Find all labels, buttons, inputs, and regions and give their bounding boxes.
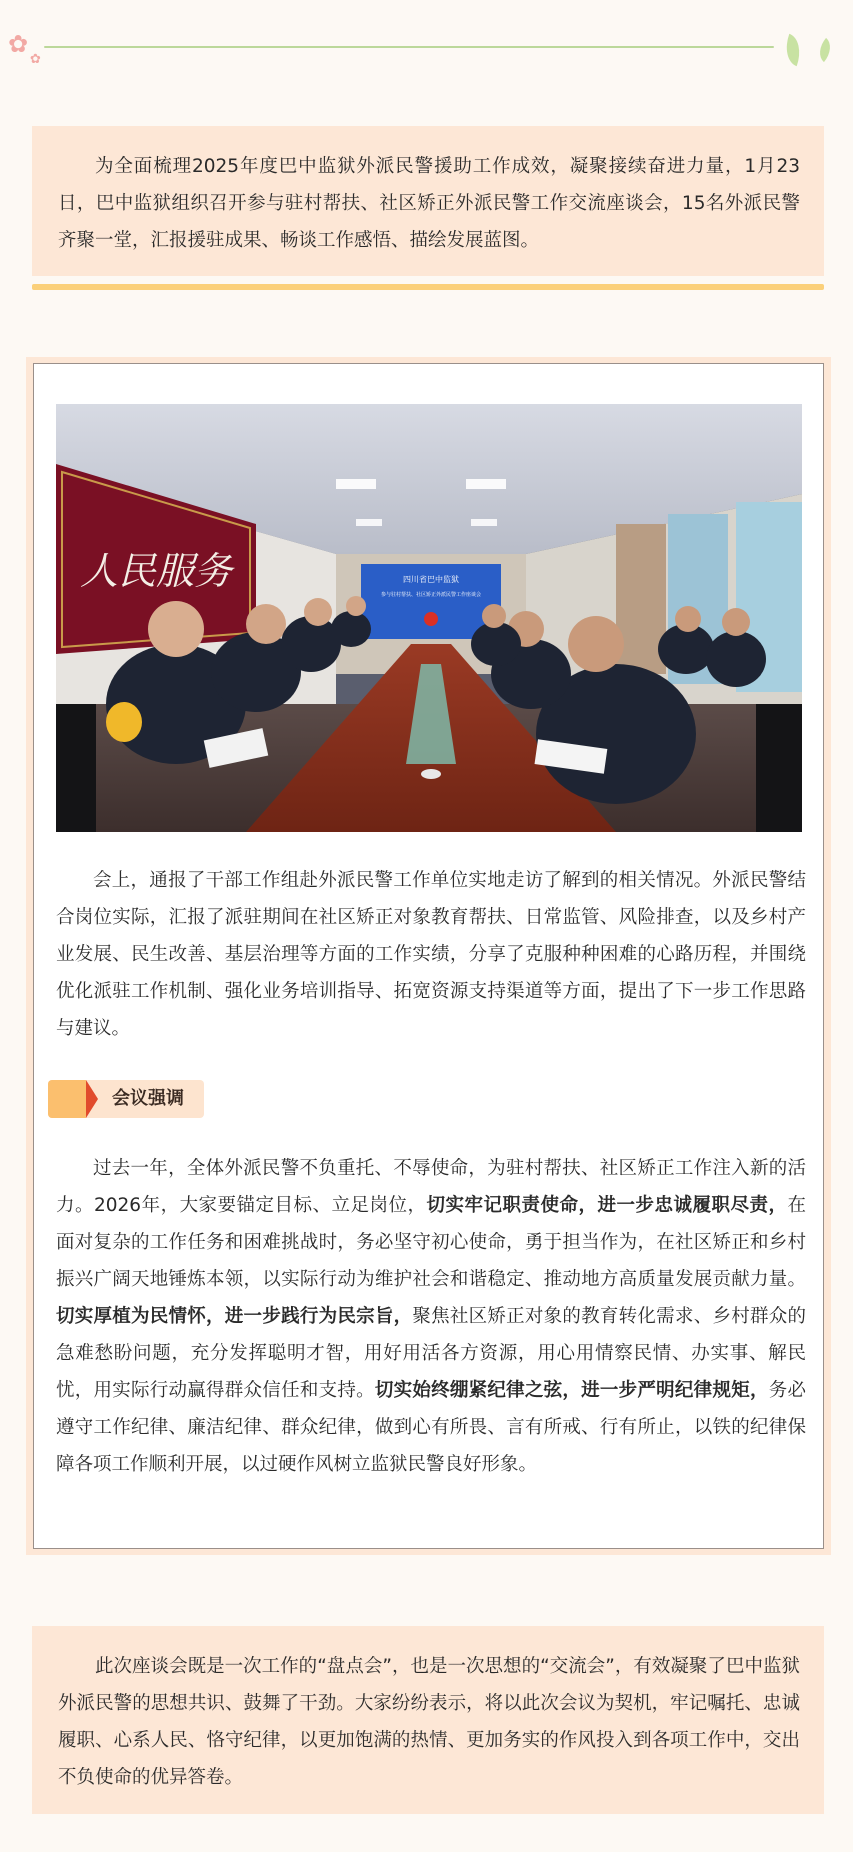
intro-box [32,126,824,276]
intro-accent-bar [32,284,824,290]
emphasis-bold: 切实牢记职责使命，进一步忠诚履职尽责， [426,1195,788,1216]
meeting-summary [56,862,806,1047]
meeting-photo [56,404,802,832]
emphasis-text: 聚焦社区矫正对象的教育转化需求、乡村群众的急难愁盼问题，充分发挥聪明才智，用好用活各方资源，用心用情察民情、办实事、解民忧，用实际行动赢得群众信任和支持。 [56,1306,806,1401]
meeting-photo-illustration [56,404,802,832]
emphasis-paragraph [56,1150,806,1483]
screen-title: 四川省巴中监狱 [403,575,459,584]
emphasis-text: 过去一年，全体外派民警不负重托、不辱使命，为驻村帮扶、社区矫正工作注入新的活力。2026年，大家要锚定目标、立足岗位， [56,1158,806,1216]
decorative-divider [44,46,774,48]
section-heading-tab [48,1080,86,1118]
leaf-icon [813,38,837,62]
flower-small-icon: ✿ [30,52,41,67]
section-heading [48,1080,204,1118]
emphasis-bold: 切实始终绷紧纪律之弦，进一步严明纪律规矩， [374,1380,769,1401]
outro-paragraph: 此次座谈会既是一次工作的“盘点会”，也是一次思想的“交流会”，有效凝聚了巴中监狱外派民警的思想共识、鼓舞了干劲。大家纷纷表示，将以此次会议为契机，牢记嘱托、忠诚履职、心系人民、恪守纪律，以更加饱满的热情、更加务实的作风投入到各项工作中，交出不负使命的优异答卷。 [58,1656,800,1788]
section-heading-label: 会议强调 [112,1088,184,1109]
section-arrow-icon [86,1080,98,1118]
emphasis-text: 在面对复杂的工作任务和困难挑战时，务必坚守初心使命，勇于担当作为，在社区矫正和乡村振兴广阔天地锤炼本领，以实际行动为维护社会和谐稳定、推动地方高质量发展贡献力量。 [56,1195,806,1290]
meeting-summary-paragraph: 会上，通报了干部工作组赴外派民警工作单位实地走访了解到的相关情况。外派民警结合岗位实际，汇报了派驻期间在社区矫正对象教育帮扶、日常监管、风险排查，以及乡村产业发展、民生改善、基层治理等方面的工作实绩，分享了克服种种困难的心路历程，并围绕优化派驻工作机制、强化业务培训指导、拓宽资源支持渠道等方面，提出了下一步工作思路与建议。 [56,870,806,1039]
flower-icon: ✿ [8,30,29,58]
leaf-icon [780,34,806,66]
screen-subtitle: 参与驻村帮扶、社区矫正外派民警工作座谈会 [380,592,482,598]
top-decoration [0,0,853,110]
outro-box [32,1626,824,1814]
intro-paragraph: 为全面梳理2025年度巴中监狱外派民警援助工作成效，凝聚接续奋进力量，1月23日，巴中监狱组织召开参与驻村帮扶、社区矫正外派民警工作交流座谈会，15名外派民警齐聚一堂，汇报援驻成果、畅谈工作感悟、描绘发展蓝图。 [58,156,800,251]
emphasis-bold: 切实厚植为民情怀，进一步践行为民宗旨， [56,1306,413,1327]
emphasis-section [56,1150,806,1483]
emphasis-text: 务必遵守工作纪律、廉洁纪律、群众纪律，做到心有所畏、言有所戒、行有所止，以铁的纪律保障各项工作顺利开展，以过硬作风树立监狱民警良好形象。 [56,1380,806,1475]
wall-calligraphy: 人民服务 [79,549,233,593]
